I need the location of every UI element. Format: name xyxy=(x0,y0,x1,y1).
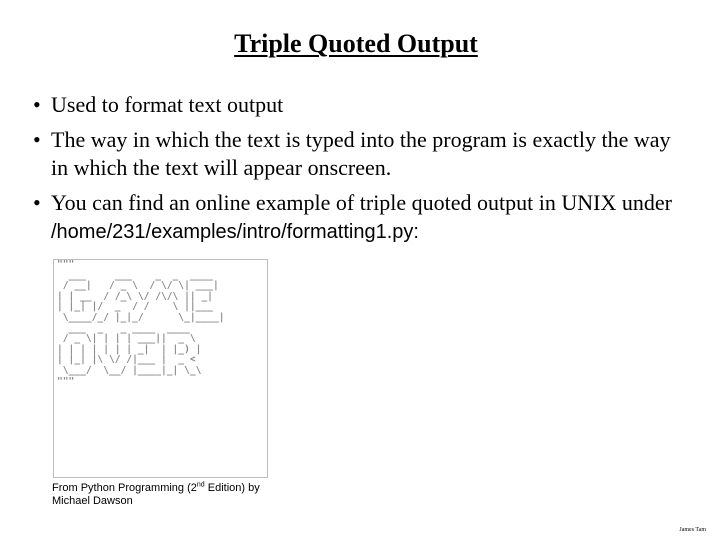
ascii-art-game-over: """ ___ ___ _ _ ____ / __| / _ \ / \/ \| ___| | | __ / /_\ \/ /\/\ || _| | |_| |/ _ / / \ ||___ \____/_/ |_|_/ \_|____| ___ _ _ ____ ____ / _ \| | | | ___|| _ \ | | | | | | | _| | |_) | | |_| |\ \/ /|___ | _ < \___/ \__/ |____|_| \_\ """ xyxy=(57,259,225,387)
bullet-text: You can find an online example of triple quoted output in UNIX under xyxy=(51,190,672,215)
slide-author: James Tam xyxy=(679,527,706,533)
bullet-text: Used to format text output xyxy=(51,92,284,117)
file-path: /home/231/examples/intro/formatting1.py xyxy=(51,221,414,243)
bullet-icon: • xyxy=(33,127,41,152)
path-suffix: : xyxy=(413,221,419,243)
bullet-list xyxy=(33,91,693,253)
bullet-icon: • xyxy=(33,190,41,215)
caption-text: From Python Programming (2 xyxy=(52,482,197,494)
caption-author: Michael Dawson xyxy=(52,495,133,507)
bullet-item xyxy=(33,126,693,182)
figure-caption xyxy=(52,482,292,508)
caption-text: Edition) by xyxy=(204,482,260,494)
bullet-item xyxy=(33,189,693,246)
bullet-icon: • xyxy=(33,92,41,117)
slide-title: Triple Quoted Output xyxy=(234,29,478,58)
bullet-text: The way in which the text is typed into the program is exactly the way in which the text will appear onscreen. xyxy=(51,127,671,180)
game-over-figure xyxy=(53,259,268,478)
bullet-item xyxy=(33,91,693,119)
caption-superscript: nd xyxy=(196,481,205,489)
